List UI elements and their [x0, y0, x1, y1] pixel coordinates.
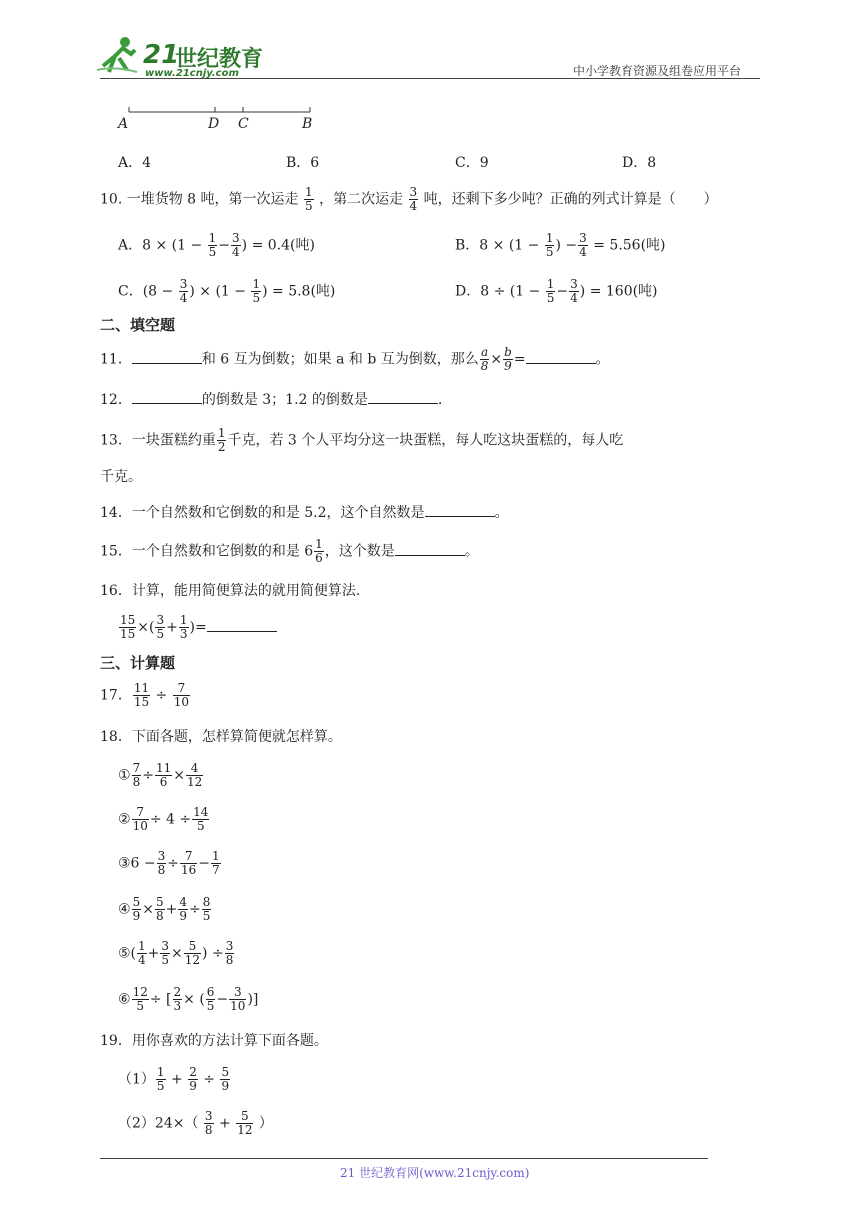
section-fill-in-title: 二、填空题 [100, 316, 176, 334]
section-calc-title: 三、计算题 [100, 654, 176, 672]
q10-option-d: D．8 ÷ (1 − $\frac{1}{5}$ − $\frac{3}{4}$ ) = 160(吨) [455, 277, 658, 305]
logo-number: 21 [143, 40, 180, 70]
q10-option-a: A．8 × (1 − $\frac{1}{5}$ − $\frac{3}{4}$ ) = 0.4(吨) [118, 231, 315, 259]
segment-label-d: D [208, 116, 220, 132]
header-platform-text: 中小学教育资源及组卷应用平台 [573, 64, 742, 78]
q19-item-1: （1） $\frac{1}{5}$ + $\frac{2}{9}$ ÷ $\frac{5}{9}$ [118, 1065, 230, 1093]
question-14: 14．一个自然数和它倒数的和是 5.2，这个自然数是 。 [100, 505, 509, 521]
q10-option-b: B．8 × (1 − $\frac{1}{5}$ ) − $\frac{3}{4}$ = 5.56(吨) [455, 231, 666, 259]
logo-url: www.21cnjy.com [145, 68, 239, 79]
question-16-expr: $\frac{15}{15}$ ×( $\frac{3}{5}$ + $\frac{1}{3}$ )= [118, 614, 277, 641]
q10-stem: 10. 一堆货物 8 吨，第一次运走 $\frac{1}{5}$ ，第二次运走 $\frac{3}{4}$ 吨，还剩下多少吨？正确的列式计算是（ ） [100, 185, 718, 213]
q18-item-1: ① $\frac{7}{8}$ ÷ $\frac{11}{6}$ × $\frac{4}{12}$ [118, 761, 203, 789]
q9-option-a: A．4 [118, 155, 152, 171]
q18-item-4: ④ $\frac{5}{9}$ × $\frac{5}{8}$ + $\frac{4}{9}$ ÷ $\frac{8}{5}$ [118, 895, 211, 923]
question-13-cont: 千克。 [100, 469, 142, 485]
question-15: 15．一个自然数和它倒数的和是 6 $\frac{1}{6}$ ，这个数是 。 [100, 537, 479, 565]
segment-label-c: C [238, 116, 249, 132]
header-rule [100, 78, 760, 79]
segment-label-b: B [302, 116, 313, 132]
q18-item-5: ⑤( $\frac{1}{4}$ + $\frac{3}{5}$ × $\frac{5}{12}$ ) ÷ $\frac{3}{8}$ [118, 939, 234, 967]
logo [95, 36, 265, 80]
question-12: 12． 的倒数是 3；1.2 的倒数是 . [100, 392, 443, 408]
footer-text: 21 世纪教育网(www.21cnjy.com) [340, 1166, 530, 1180]
q18-item-2: ② $\frac{7}{10}$ ÷ 4 ÷ $\frac{14}{5}$ [118, 805, 209, 833]
question-18: 18．下面各题，怎样算简便就怎样算。 [100, 729, 342, 745]
q10-option-c: C．(8 − $\frac{3}{4}$ ) × (1 − $\frac{1}{5}$ ) = 5.8(吨) [118, 277, 336, 305]
q18-item-6: ⑥ $\frac{12}{5}$ ÷ [ $\frac{2}{3}$ × ( $\frac{6}{5}$ − $\frac{3}{10}$ )] [118, 985, 259, 1013]
footer-rule [100, 1158, 708, 1159]
q19-item-2: （2）24×（ $\frac{3}{8}$ + $\frac{5}{12}$ ） [118, 1109, 273, 1137]
question-13: 13．一块蛋糕约重 $\frac{1}{2}$ 千克，若 3 个人平均分这一块蛋糕，每人吃这块蛋糕的，每人吃 [100, 426, 624, 454]
q9-option-c: C．9 [455, 155, 489, 171]
segment-label-a: A [118, 116, 129, 132]
q9-option-d: D．8 [622, 155, 657, 171]
q9-option-b: B．6 [286, 155, 320, 171]
question-16: 16．计算，能用简便算法的就用简便算法. [100, 583, 361, 599]
question-19: 19．用你喜欢的方法计算下面各题。 [100, 1033, 328, 1049]
q18-item-3: ③6 − $\frac{3}{8}$ ÷ $\frac{7}{16}$ − $\frac{1}{7}$ [118, 849, 220, 877]
logo-text: 世纪教育 [175, 47, 264, 72]
question-17: 17． $\frac{11}{15}$ ÷ $\frac{7}{10}$ [100, 681, 190, 709]
question-11: 11． 和 6 互为倒数；如果 a 和 b 互为倒数，那么 $\frac{a}{8}$ × $\frac{b}{9}$ = 。 [100, 345, 610, 373]
runner-logo-icon [95, 36, 139, 76]
